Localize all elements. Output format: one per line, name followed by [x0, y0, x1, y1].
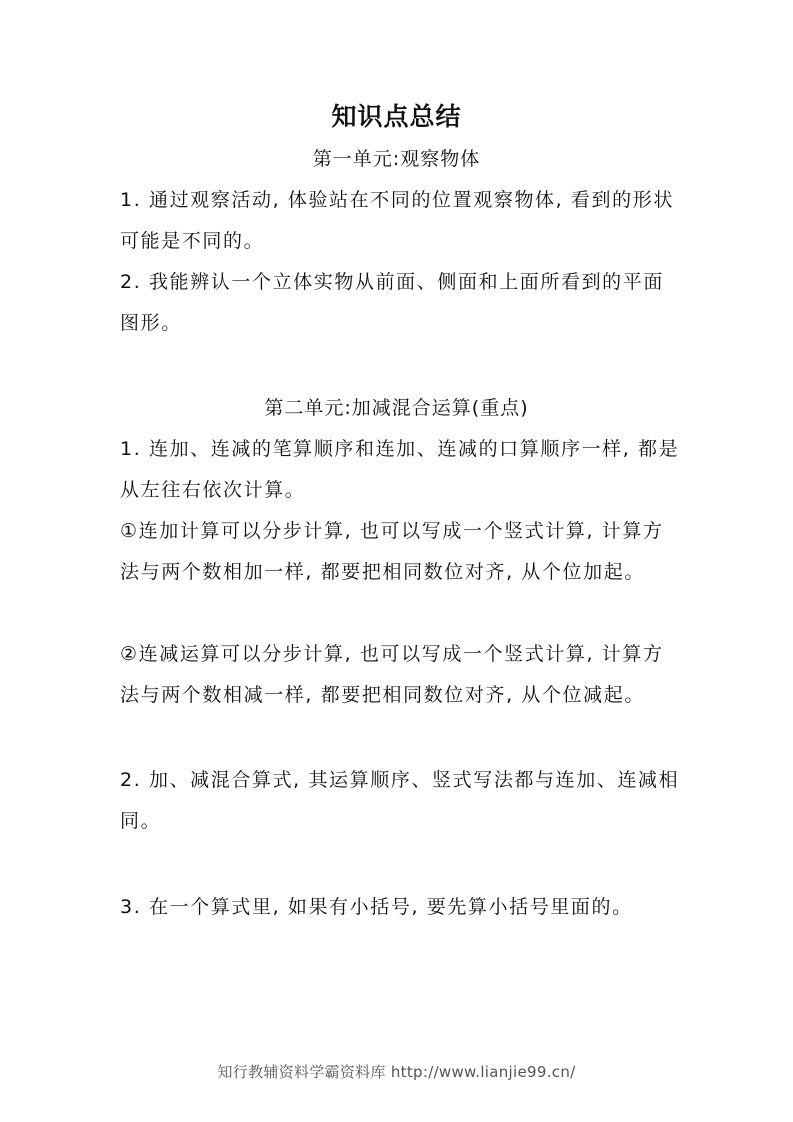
- unit1-item-1: 1. 通过观察活动, 体验站在不同的位置观察物体, 看到的形状可能是不同的。: [120, 189, 674, 252]
- unit2-item-1: 1. 连加、连减的笔算顺序和连加、连减的口算顺序一样, 都是从左往右依次计算。: [120, 438, 680, 501]
- unit2-item-1b: ②连减运算可以分步计算, 也可以写成一个竖式计算, 计算方法与两个数相减一样, 都要把相同数位对齐, 从个位减起。: [120, 643, 664, 706]
- page-title: 知识点总结: [331, 102, 462, 131]
- unit1-heading: 第一单元:观察物体: [312, 148, 481, 170]
- footer-watermark: 知行教辅资料学霸资料库 http://www.lianjie99.cn/: [217, 1063, 576, 1081]
- unit2-item-3: 3. 在一个算式里, 如果有小括号, 要先算小括号里面的。: [120, 896, 633, 918]
- unit2-heading: 第二单元:加减混合运算(重点): [264, 397, 529, 419]
- unit1-item-2: 2. 我能辨认一个立体实物从前面、侧面和上面所看到的平面图形。: [120, 271, 664, 334]
- unit2-item-1a: ①连加计算可以分步计算, 也可以写成一个竖式计算, 计算方法与两个数相加一样, 都要把相同数位对齐, 从个位加起。: [120, 520, 664, 583]
- unit2-item-2: 2. 加、减混合算式, 其运算顺序、竖式写法都与连加、连减相同。: [120, 769, 680, 832]
